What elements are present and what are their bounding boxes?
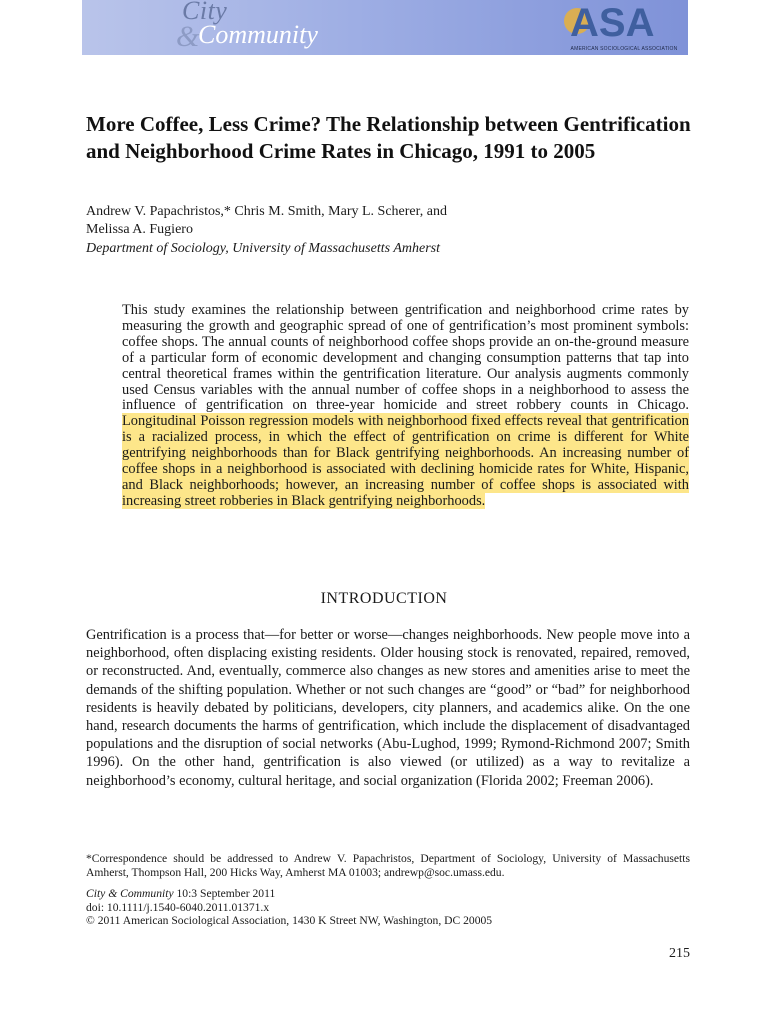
asa-logo: [564, 2, 684, 53]
journal-logo-community: Community: [198, 20, 318, 49]
abstract-text: This study examines the relationship between gentrification and neighborhood crime rates by measuring the growth and geographic spread of one of gentrification’s most prominent symbols: coffee shops. The annual counts of neighborhood coffee shops provide an on-the-ground measure of a particular form of economic development and changing consumption patterns that tap into central theoretical frames within the gentrification literature. Our analysis augments commonly used Census variables with the annual number of coffee shops in a neighborhood to assess the influence of gentrification on three-year homicide and street robbery counts in Chicago.: [122, 302, 689, 414]
author-line-1: Andrew V. Papachristos,* Chris M. Smith, Mary L. Scherer, and: [86, 204, 447, 219]
asa-logo-letters: ASA: [570, 1, 655, 45]
introduction-paragraph: Gentrification is a process that—for better or worse—changes neighborhoods. New people move into a neighborhood, often displacing existing residents. Older housing stock is renovated, repaired, removed, or reconstructed. And, eventually, commerce also changes as new stores and amenities arise to meet the demands of the shifting population. Whether or not such changes are “good” or “bad” for neighborhood residents is heavily debated by politicians, developers, city planners, and academics alike. On the one hand, research documents the harms of gentrification, which include the displacement of disadvantaged populations and the disruption of social networks (Abu-Lughod, 1999; Rymond-Richmond 2007; Smith 1996). On the other hand, gentrification is also viewed (or utilized) as a way to revitalize a neighborhood’s economy, cultural heritage, and social organization (Florida 2002; Freeman 2006).: [86, 627, 690, 789]
abstract-highlighted-text: Longitudinal Poisson regression models with neighborhood fixed effects reveal that gentrification is a racialized process, in which the effect of gentrification on crime is different for White gentrifying neighborhoods than for Black gentrifying neighborhoods. An increasing number of coffee shops in a neighborhood is associated with declining homicide rates for White, Hispanic, and Black neighborhoods; however, an increasing number of coffee shops is associated with increasing street robberies in Black gentrifying neighborhoods.: [122, 413, 689, 509]
page-number: 215: [669, 946, 690, 961]
journal-banner: [82, 0, 688, 55]
correspondence-footnote: *Correspondence should be addressed to Andrew V. Papachristos, Department of Sociology, University of Massachusetts Amherst, Thompson Hall, 200 Hicks Way, Amherst MA 01003; andrewp@soc.umass.edu.: [86, 852, 690, 879]
article-title: More Coffee, Less Crime? The Relationship between Gentrification and Neighborhood Crime Rates in Chicago, 1991 to 2005: [86, 112, 691, 163]
citation-issue: 10:3 September 2011: [173, 887, 276, 900]
abstract: [122, 303, 689, 510]
citation-journal-name: City & Community: [86, 887, 174, 900]
asa-logo-org-name: AMERICAN SOCIOLOGICAL ASSOCIATION: [570, 46, 678, 52]
citation-doi: doi: 10.1111/j.1540-6040.2011.01371.x: [86, 900, 270, 914]
author-affiliation: Department of Sociology, University of Massachusetts Amherst: [86, 241, 440, 256]
citation-copyright: © 2011 American Sociological Association, 1430 K Street NW, Washington, DC 20005: [86, 914, 493, 928]
journal-logo-city: City: [182, 0, 228, 25]
journal-logo: [176, 0, 382, 54]
journal-logo-ampersand: &: [176, 20, 200, 53]
section-heading-introduction: INTRODUCTION: [320, 590, 448, 607]
citation-block: [86, 887, 690, 928]
author-list: [86, 203, 686, 239]
author-line-2: Melissa A. Fugiero: [86, 222, 193, 237]
citation-journal-line: [86, 887, 690, 901]
